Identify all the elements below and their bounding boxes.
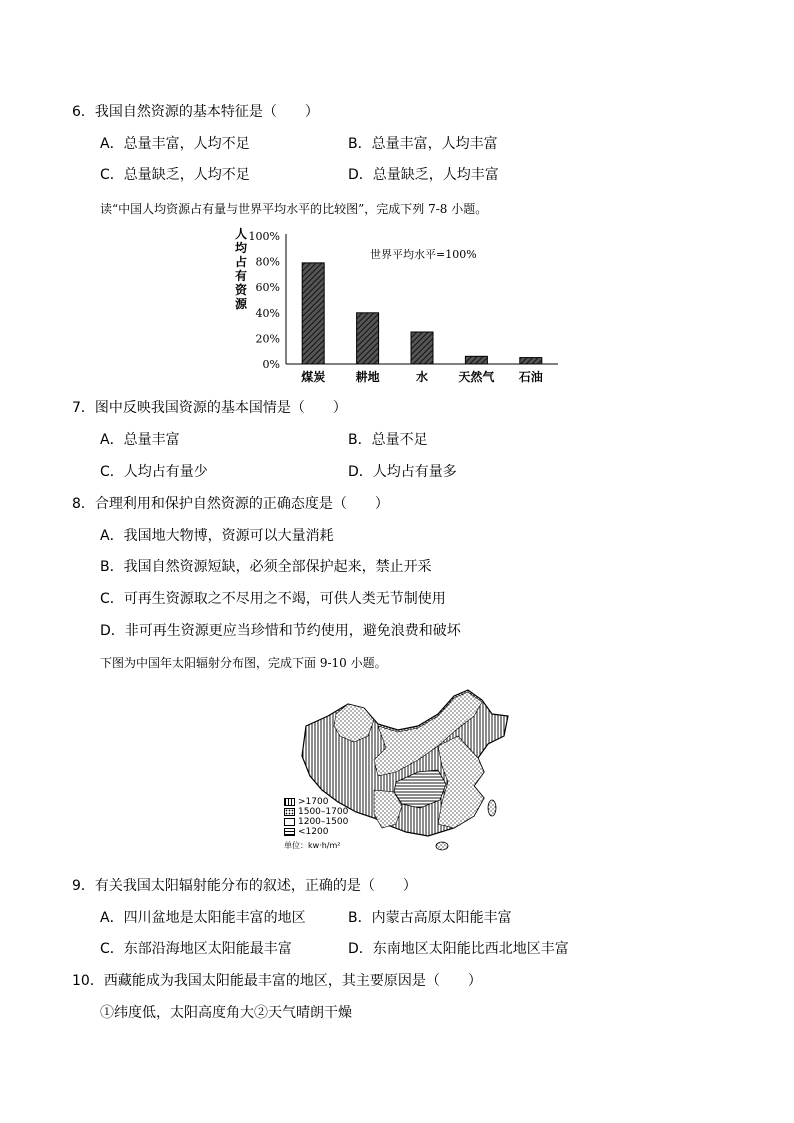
q6-stem: 6．我国自然资源的基本特征是（ ） — [72, 104, 319, 120]
y-axis-ticks — [249, 230, 280, 371]
y-label-char: 有 — [234, 269, 248, 283]
region-hainan — [436, 842, 448, 850]
chart-annotation: 世界平均水平=100% — [370, 248, 477, 261]
q7-option-b: B．总量不足 — [348, 432, 428, 448]
y-axis-label — [235, 227, 248, 311]
bar-4 — [520, 358, 542, 364]
legend-unit: 单位：kw·h/m² — [284, 840, 341, 850]
bar-2 — [411, 332, 433, 364]
y-tick-label: 20% — [255, 332, 280, 346]
q6-option-d: D．总量缺乏，人均丰富 — [348, 167, 499, 183]
legend-swatch-blank — [284, 818, 295, 826]
x-tick-label: 煤炭 — [301, 370, 326, 384]
legend-item-4: <1200 — [298, 826, 329, 837]
legend-swatch-horizontal — [284, 828, 295, 836]
y-tick-label: 80% — [255, 255, 280, 269]
q7-stem: 7．图中反映我国资源的基本国情是（ ） — [72, 400, 347, 416]
bar-0 — [302, 263, 324, 364]
q7-option-a: A．总量丰富 — [100, 432, 180, 448]
q9-option-b: B．内蒙古高原太阳能丰富 — [348, 910, 512, 926]
y-label-char: 资 — [234, 283, 248, 297]
x-tick-label: 石油 — [518, 370, 543, 384]
y-label-char: 占 — [234, 255, 248, 269]
q8-stem: 8．合理利用和保护自然资源的正确态度是（ ） — [72, 496, 389, 512]
q7-option-c: C．人均占有量少 — [100, 464, 208, 480]
q9-option-c: C．东部沿海地区太阳能最丰富 — [100, 941, 292, 957]
intro-7-8: 读“中国人均资源占有量与世界平均水平的比较图”，完成下列 7-8 小题。 — [100, 202, 488, 216]
q6-option-b: B．总量丰富，人均丰富 — [348, 136, 498, 152]
y-tick-label: 60% — [255, 281, 280, 295]
y-label-char: 源 — [234, 297, 248, 311]
q9-stem: 9．有关我国太阳辐射能分布的叙述，正确的是（ ） — [72, 878, 417, 894]
region-taiwan — [488, 800, 496, 816]
q8-option-d: D．非可再生资源更应当珍惜和节约使用，避免浪费和破坏 — [100, 623, 461, 639]
x-tick-label: 水 — [415, 370, 429, 384]
y-label-char: 均 — [234, 241, 248, 255]
y-label-char: 人 — [234, 227, 248, 241]
bar-1 — [357, 313, 379, 364]
legend-item-2: 1500–1700 — [298, 806, 349, 817]
map-legend — [284, 797, 348, 850]
q8-option-a: A．我国地大物博，资源可以大量消耗 — [100, 528, 334, 544]
legend-item-3: 1200–1500 — [298, 816, 349, 827]
q8-option-b: B．我国自然资源短缺，必须全部保护起来，禁止开采 — [100, 559, 432, 575]
intro-9-10: 下图为中国年太阳辐射分布图，完成下面 9-10 小题。 — [100, 656, 387, 670]
q10-items: ①纬度低，太阳高度角大②天气晴朗干燥 — [100, 1005, 352, 1021]
q6-option-a: A．总量丰富，人均不足 — [100, 136, 250, 152]
legend-swatch-dots — [284, 808, 295, 816]
q7-option-d: D．人均占有量多 — [348, 464, 457, 480]
y-tick-label: 0% — [262, 358, 280, 371]
y-tick-label: 40% — [255, 306, 280, 320]
q6-option-c: C．总量缺乏，人均不足 — [100, 167, 250, 183]
bar-3 — [465, 356, 487, 364]
y-tick-label: 100% — [248, 230, 280, 243]
x-tick-label: 天然气 — [458, 370, 495, 384]
q8-option-c: C．可再生资源取之不尽用之不竭，可供人类无节制使用 — [100, 591, 446, 607]
x-tick-label: 耕地 — [355, 370, 380, 384]
q9-option-d: D．东南地区太阳能比西北地区丰富 — [348, 941, 569, 957]
legend-item-1: >1700 — [298, 796, 329, 807]
resource-bar-chart — [230, 224, 570, 386]
q10-stem: 10．西藏能成为我国太阳能最丰富的地区，其主要原因是（ ） — [72, 973, 482, 989]
legend-swatch-vertical — [284, 798, 295, 806]
q9-option-a: A．四川盆地是太阳能丰富的地区 — [100, 910, 306, 926]
